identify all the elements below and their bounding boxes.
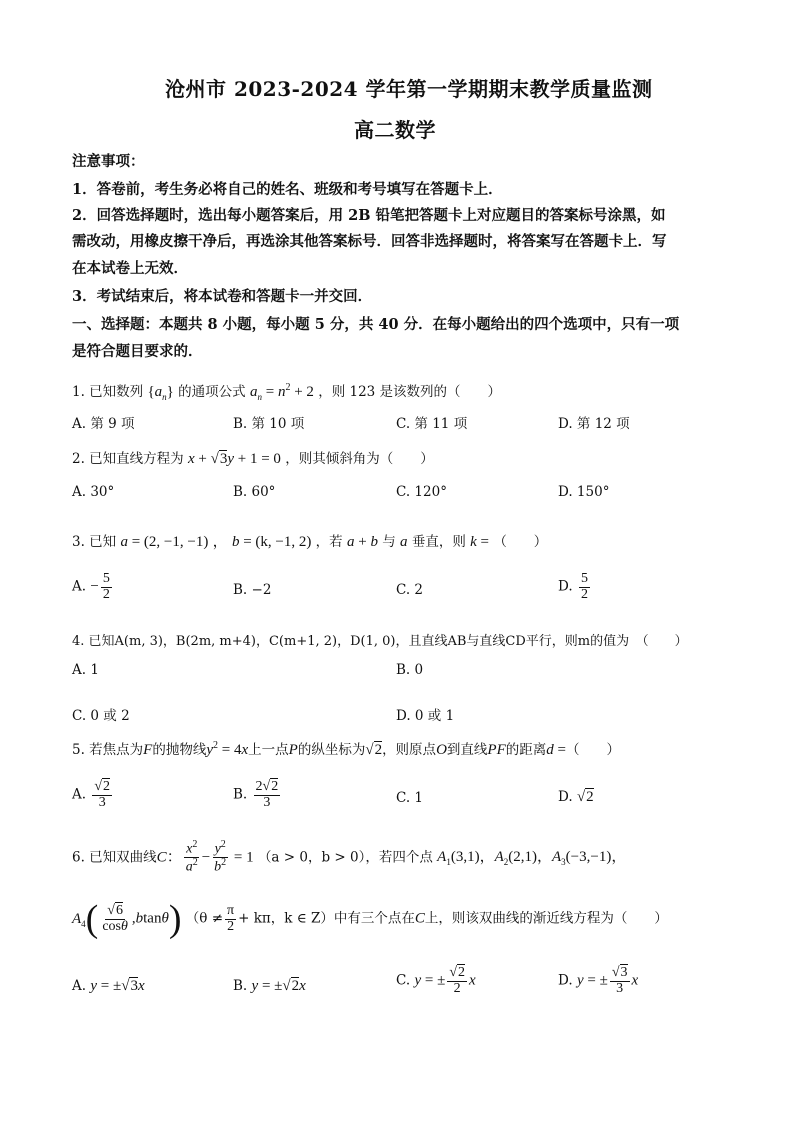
q3-mid2: 与	[382, 534, 396, 550]
q1-option-a[interactable]: A. 第 9 项	[72, 416, 135, 432]
q3-end: （ ）	[493, 534, 548, 550]
question-5: 5. 若焦点为F的抛物线$y^2 = 4x$上一点P的纵坐标为√2，则原点O到直线PF的距离d =（ ）	[72, 740, 620, 758]
q3-option-a[interactable]: A. − $\frac{5}{2}$	[72, 571, 110, 602]
q1-suffix: ，则 123 是该数列的（ ）	[318, 384, 502, 400]
question-1	[72, 380, 501, 402]
q6-option-c[interactable]: C. y = ± $\frac{√2}{2}$ x	[396, 965, 476, 996]
q2-option-b[interactable]: B. 60°	[233, 484, 276, 500]
section-heading-cont: 是符合题目要求的．	[72, 343, 203, 360]
q1-option-c[interactable]: C. 第 11 项	[396, 416, 468, 432]
q3-prefix: 3. 已知	[72, 534, 117, 550]
notice-heading: 注意事项：	[72, 153, 145, 170]
q5-option-b[interactable]: B. $\frac{2√2}{3}$	[233, 779, 279, 810]
q3-vector-b: b = (k, −1, 2)	[231, 534, 312, 550]
q1-option-b[interactable]: B. 第 10 项	[233, 416, 305, 432]
q4-option-d[interactable]: D. 0 或 1	[396, 708, 455, 724]
q2-option-a[interactable]: A. 30°	[72, 484, 115, 500]
question-6-line2: $A_4$( $\frac{√6}{\cos\theta}$ ,btanθ) （θ ≠ $\frac{\pi}{2}$ + kπ，k ∈ Z）中有三个点在C上，则该双曲线的渐近线方程为（ ）	[72, 898, 668, 940]
q3-suffix: 垂直，则	[411, 534, 466, 550]
question-4: 4. 已知A(m, 3)，B(2m, m+4)，C(m+1, 2)，D(1, 0)，且直线AB与直线CD平行，则m的值为 （ ）	[72, 634, 688, 649]
q4-option-c[interactable]: C. 0 或 2	[72, 708, 130, 724]
q3-option-c[interactable]: C. 2	[396, 582, 424, 598]
q3-sum: a + b	[346, 534, 378, 550]
q2-suffix: ，则其倾斜角为（ ）	[285, 451, 434, 467]
notice-2-cont: 需改动，用橡皮擦干净后，再选涂其他答案标号．回答非选择题时，将答案写在答题卡上．写	[72, 233, 667, 250]
q2-option-c[interactable]: C. 120°	[396, 484, 447, 500]
exam-title: 沧州市 2023-2024 学年第一学期期末教学质量监测	[165, 77, 653, 101]
notice-1: 1．答卷前，考生务必将自己的姓名、班级和考号填写在答题卡上．	[72, 181, 503, 198]
question-3: 3. 已知 a = (2, −1, −1) ， b = (k, −1, 2) ，若 a + b 与 a 垂直，则 k = （ ）	[72, 534, 548, 550]
q1-mid: 的通项公式	[178, 384, 246, 400]
q2-option-d[interactable]: D. 150°	[558, 484, 610, 500]
q3-option-b[interactable]: B. −2	[233, 582, 272, 598]
exam-subtitle: 高二数学	[354, 118, 436, 142]
question-2	[72, 447, 434, 468]
q3-mid: ，若	[315, 534, 343, 550]
q6-option-d[interactable]: D. y = ± $\frac{√3}{3}$ x	[558, 965, 639, 996]
q1-prefix: 1. 已知数列	[72, 384, 144, 400]
q2-equation: x + √3y + 1 = 0	[187, 451, 281, 467]
q3-option-d[interactable]: D. $\frac{5}{2}$	[558, 571, 588, 602]
q5-option-a[interactable]: A. $\frac{√2}{3}$	[72, 779, 111, 810]
q4-option-b[interactable]: B. 0	[396, 662, 424, 678]
q1-sequence: $\{a_n\}$	[147, 384, 174, 402]
section-heading: 一、选择题：本题共 8 小题，每小题 5 分，共 40 分．在每小题给出的四个选项中，只有一项	[72, 316, 680, 333]
q5-option-d[interactable]: D. √2	[558, 789, 594, 805]
question-6: 6. 已知双曲线C： $\frac{x^2}{a^2}$ − $\frac{y^2}{b^2}$ = 1 （a > 0，b > 0），若四个点 $A_1(3,1)$，$A_2(2,1)$，$A_3(-3,-1)$，	[72, 839, 627, 875]
q1-option-d[interactable]: D. 第 12 项	[558, 416, 630, 432]
q1-formula: $a_n = n^2 + 2$	[249, 382, 314, 402]
q6-option-a[interactable]: A. y = ±√3x	[72, 978, 145, 994]
notice-2-end: 在本试卷上无效．	[72, 260, 188, 277]
q4-option-a[interactable]: A. 1	[72, 662, 99, 678]
q5-option-c[interactable]: C. 1	[396, 790, 424, 806]
q3-vector-a: a = (2, −1, −1)	[120, 534, 209, 550]
q2-prefix: 2. 已知直线方程为	[72, 451, 184, 467]
q6-option-b[interactable]: B. y = ±√2x	[233, 978, 306, 994]
notice-3: 3．考试结束后，将本试卷和答题卡一并交回．	[72, 288, 373, 305]
notice-2: 2．回答选择题时，选出每小题答案后，用 2B 铅笔把答题卡上对应题目的答案标号涂黑，如	[72, 207, 666, 224]
